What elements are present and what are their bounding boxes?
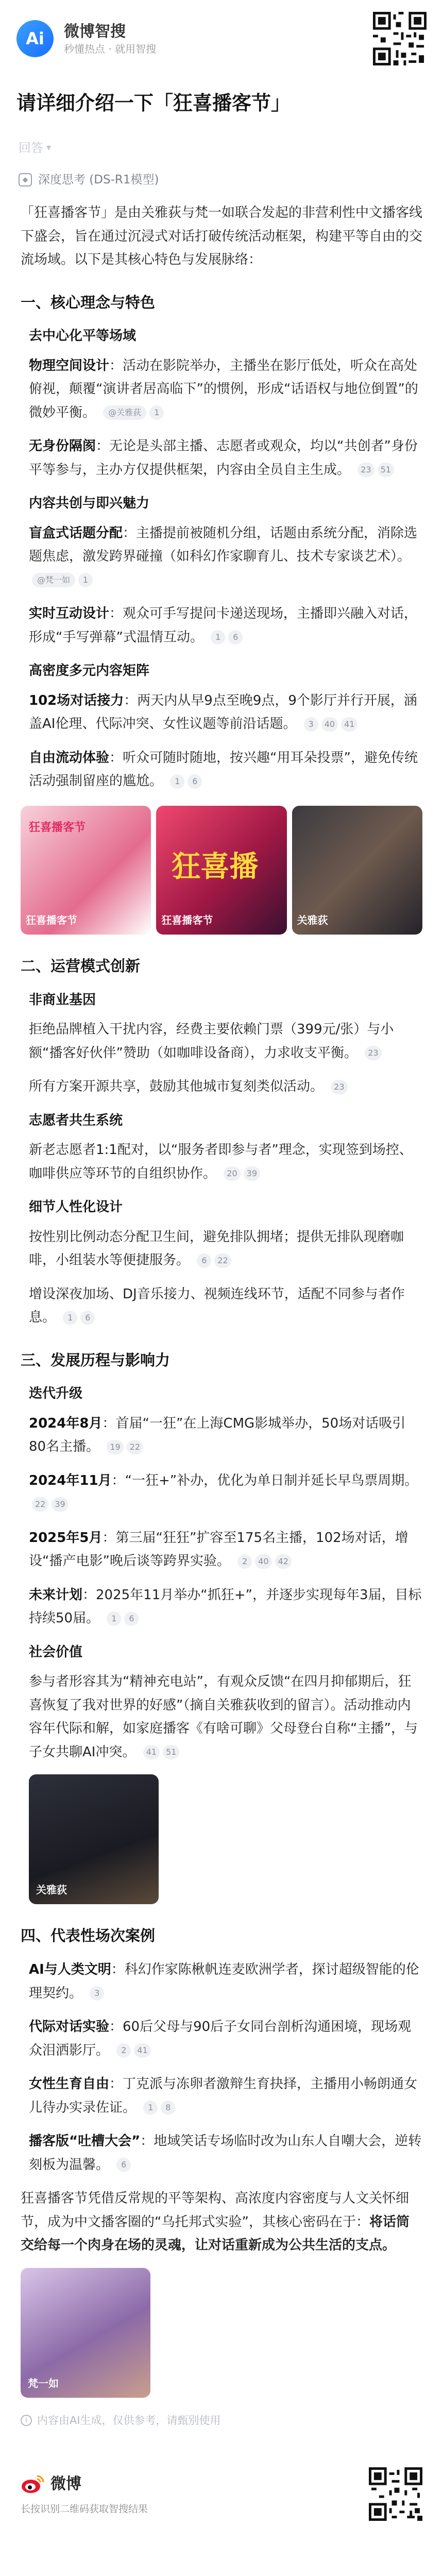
citation-chip[interactable]: 23: [365, 1046, 381, 1060]
citation-chip[interactable]: @关雅荻: [103, 405, 146, 420]
list-item: [21, 1584, 422, 1631]
app-name: 微博智搜: [64, 22, 126, 41]
list-item: [21, 522, 422, 592]
ai-disclaimer: [21, 2411, 422, 2430]
item-text: 新老志愿者1:1配对，以“服务者即参与者”理念，实现签到场控、咖啡供应等环节的自组织协作。: [29, 1142, 413, 1181]
answer-content: [0, 196, 443, 2430]
list-item: [21, 2130, 422, 2177]
citation-chip[interactable]: 2: [237, 1554, 252, 1569]
conclusion-paragraph: [21, 2187, 422, 2258]
item-lead: 无身份隔阂: [29, 438, 96, 454]
image-caption: 关雅荻: [297, 913, 328, 926]
item-text: 拒绝品牌植入干扰内容，经费主要依赖门票（399元/张）与小额“播客好伙伴”赞助（如咖啡设备商），力求收支平衡。: [29, 1022, 394, 1061]
list-item: [21, 1527, 422, 1573]
citation-chip[interactable]: 39: [52, 1497, 68, 1512]
subsection-heading: 志愿者共生系统: [29, 1112, 123, 1128]
citation-chip[interactable]: 6: [124, 1612, 139, 1626]
citation-chip[interactable]: 22: [32, 1497, 48, 1512]
item-lead: 盲盒式话题分配: [29, 525, 123, 541]
item-text: ：60后父母与90后子女同台剖析沟通困境，现场观众泪洒影厅。: [29, 2019, 412, 2058]
item-lead: 实时互动设计: [29, 606, 110, 622]
item-lead: 102场对话接力: [29, 692, 124, 708]
list-item: [21, 602, 422, 649]
image-caption: 狂喜播客节: [26, 913, 77, 926]
citation-chip[interactable]: 23: [331, 1080, 347, 1094]
citation-chip[interactable]: 22: [127, 1440, 143, 1454]
item-lead: 2025年5月: [29, 1530, 103, 1546]
item-text: ：无论是头部主播、志愿者或观众，均以“共创者”身份平等参与，主办方仅提供框架，内容由全员自主生成。: [29, 438, 418, 478]
gallery-image[interactable]: [21, 806, 151, 935]
footer-hint: 长按识别二维码获取智搜结果: [21, 2503, 148, 2515]
list-item: [21, 1139, 422, 1185]
footer: [0, 2461, 443, 2528]
section-heading: 四、代表性场次案例: [21, 1927, 156, 1945]
item-text: ：观众可手写提问卡递送现场，主播即兴融入对话，形成“手写弹幕”式温情互动。: [29, 606, 418, 645]
subsection-heading: 去中心化平等场域: [29, 328, 137, 344]
gallery-image[interactable]: [21, 2268, 150, 2398]
citation-chip[interactable]: 1: [143, 2100, 158, 2115]
list-item: [21, 354, 422, 425]
image-caption: 关雅荻: [36, 1884, 67, 1896]
item-lead: 2024年11月: [29, 1472, 112, 1488]
list-item: [21, 1283, 422, 1330]
item-lead: 代际对话实验: [29, 2019, 110, 2035]
item-text: ：第三届“狂狂”扩容至175名主播，102场对话，增设“播产电影”晚后谈等跨界实验。: [29, 1530, 408, 1569]
citation-chip[interactable]: 3: [90, 1986, 104, 2001]
citation-chip[interactable]: 51: [163, 1745, 179, 1759]
image-overlay-text: 狂喜播客节: [29, 821, 86, 834]
image-gallery: [21, 806, 422, 935]
chevron-down-icon: ▾: [46, 142, 52, 154]
list-item: [21, 2073, 422, 2120]
app-logo: Ai: [16, 20, 54, 57]
qr-code-icon[interactable]: [369, 2467, 422, 2521]
list-item: [21, 1412, 422, 1459]
item-text: 增设深夜加场、DJ音乐接力、视频连线环节，适配不同参与者作息。: [29, 1286, 405, 1326]
info-icon: i: [21, 2415, 32, 2426]
citation-chip[interactable]: 40: [321, 717, 338, 732]
deep-think-icon: ◆: [19, 173, 32, 187]
citation-chip[interactable]: 41: [143, 1745, 160, 1759]
citation-chip[interactable]: 1: [170, 774, 184, 789]
section-heading: 二、运营模式创新: [21, 957, 141, 975]
gallery-image[interactable]: [156, 806, 286, 935]
list-item: [21, 1670, 422, 1764]
gallery-image[interactable]: [292, 806, 422, 935]
citation-chip[interactable]: 1: [211, 630, 225, 645]
top-bar: [0, 0, 443, 77]
citation-chip[interactable]: 8: [161, 2100, 175, 2115]
list-item: [21, 1226, 422, 1273]
item-text: ：首届“一狂”在上海CMG影城举办，50场对话吸引80名主播。: [29, 1415, 406, 1455]
item-text: ：地域笑话专场临时改为山东人自嘲大会，逆转刻板为温馨。: [29, 2133, 422, 2173]
item-lead: 自由流动体验: [29, 750, 110, 766]
item-lead: 物理空间设计: [29, 358, 110, 374]
citation-chip[interactable]: @梵一如: [32, 573, 75, 587]
citation-chip[interactable]: 20: [224, 1166, 240, 1181]
subsection-heading: 细节人性化设计: [29, 1199, 123, 1215]
citation-chip[interactable]: 6: [116, 2158, 131, 2172]
list-item: [21, 2015, 422, 2062]
citation-chip[interactable]: 19: [107, 1440, 123, 1454]
list-item: [21, 1958, 422, 2005]
item-text: ：丁克派与冻卵者激辩生育抉择，主播用小畅朗通女儿待办实录佐证。: [29, 2076, 418, 2115]
item-lead: 未来计划: [29, 1587, 83, 1603]
item-text: 所有方案开源共享，鼓励其他城市复刻类似活动。: [29, 1079, 324, 1095]
citation-chip[interactable]: 41: [341, 717, 357, 732]
list-item: [21, 1469, 422, 1516]
section-heading: 一、核心理念与特色: [21, 293, 156, 311]
item-text: ：主播提前被随机分组，话题由系统分配，消除选题焦虑，激发跨界碰撞（如科幻作家聊育儿、技术专家谈艺术）。: [29, 525, 418, 565]
subsection-heading: 迭代升级: [29, 1386, 83, 1402]
item-text: 按性别比例动态分配卫生间，避免排队拥堵；提供无排队现磨咖啡，小组装水等便捷服务。: [29, 1229, 404, 1268]
conclusion-lead: 狂喜播客节凭借反常规的平等架构、高浓度内容密度与人文关怀细节，成为中文播客圈的“乌托邦式实验”，其核心密码在于：: [21, 2191, 410, 2230]
model-label: 深度思考 (DS-R1模型): [38, 173, 159, 187]
image-caption: 狂喜播客节: [161, 913, 213, 926]
list-item: [21, 1018, 422, 1065]
citation-chip[interactable]: 2: [116, 2043, 131, 2058]
citation-chip[interactable]: 1: [149, 405, 164, 420]
subsection-heading: 非商业基因: [29, 992, 96, 1008]
citation-chip[interactable]: 22: [214, 1253, 231, 1268]
citation-chip[interactable]: 1: [78, 573, 93, 587]
citation-chip[interactable]: 51: [378, 463, 394, 477]
list-item: [21, 747, 422, 793]
list-item: [21, 689, 422, 736]
answer-toggle-label: 回答: [19, 141, 43, 156]
item-text: ：2025年11月举办“抓狂+”，并逐步实现每年3届，目标持续50届。: [29, 1587, 422, 1626]
citation-chip[interactable]: 6: [80, 1311, 95, 1325]
app-slogan: 秒懂热点 · 就用智搜: [64, 42, 157, 55]
weibo-eye-icon: [21, 2474, 45, 2495]
item-text: ：两天内从早9点至晚9点，9个影厅并行开展，涵盖AI伦理、代际冲突、女性议题等前沿话题。: [29, 692, 417, 732]
subsection-heading: 社会价值: [29, 1644, 83, 1660]
citation-chip[interactable]: 40: [255, 1554, 271, 1569]
citation-chip[interactable]: 6: [228, 630, 243, 645]
conclusion-emphasis: 将话筒交给每一个肉身在场的灵魂，让对话重新成为公共生活的支点。: [21, 2214, 410, 2253]
brand-block: [64, 22, 373, 56]
list-item: [21, 1075, 422, 1099]
item-text: ：听众可随时随地，按兴趣“用耳朵投票”，避免传统活动强制留座的尴尬。: [29, 750, 418, 789]
citation-chip[interactable]: 1: [63, 1311, 77, 1325]
item-lead: 女性生育自由: [29, 2076, 110, 2092]
citation-chip[interactable]: 1: [107, 1612, 121, 1626]
item-text: ：科幻作家陈楸帆连麦欧洲学者，探讨超级智能的伦理契约。: [29, 1962, 419, 2001]
gallery-image[interactable]: [29, 1774, 159, 1904]
citation-chip[interactable]: 39: [244, 1166, 260, 1181]
section-heading: 三、发展历程与影响力: [21, 1351, 171, 1369]
item-lead: 2024年8月: [29, 1415, 103, 1431]
item-text: 参与者形容其为“精神充电站”，有观众反馈“在四月抑郁期后，狂喜恢复了我对世界的好感”（摘自关雅荻收到的留言）。活动推动内容年代际和解，如家庭播客《有啥可聊》父母登台自称“主播”，与子女共聊AI冲突。: [29, 1674, 418, 1760]
subsection-heading: 高密度多元内容矩阵: [29, 663, 150, 679]
list-item: [21, 435, 422, 482]
model-indicator: [0, 163, 443, 196]
weibo-brand-text: 微博: [50, 2475, 81, 2493]
item-text: ：“一狂+”补办，优化为单日制并延长早鸟票周期。: [111, 1472, 418, 1488]
weibo-logo: [21, 2471, 369, 2498]
item-lead: AI与人类文明: [29, 1962, 111, 1978]
disclaimer-text: 内容由AI生成，仅供参考，请甄别使用: [37, 2414, 221, 2427]
citation-chip[interactable]: 6: [197, 1253, 211, 1268]
subsection-heading: 内容共创与即兴魅力: [29, 496, 150, 512]
answer-toggle[interactable]: [0, 132, 443, 163]
qr-code-icon[interactable]: [373, 12, 427, 65]
citation-chip[interactable]: 41: [134, 2043, 150, 2058]
item-text: ：活动在影院举办，主播坐在影厅低处，听众在高处俯视，颠覆“演讲者居高临下”的惯例，形成“话语权与地位倒置”的微妙平衡。: [29, 358, 418, 420]
intro-paragraph: 「狂喜播客节」是由关雅荻与梵一如联合发起的非营利性中文播客线下盛会，旨在通过沉浸式对话打破传统活动框架，构建平等自由的交流场域。以下是其核心特色与发展脉络：: [21, 205, 423, 268]
image-caption: 梵一如: [28, 2377, 59, 2389]
citation-chip[interactable]: 42: [275, 1554, 292, 1569]
citation-chip[interactable]: 6: [188, 774, 202, 789]
footer-brand-block: [21, 2471, 369, 2518]
question-title: 请详细介绍一下「狂喜播客节」: [16, 92, 291, 114]
image-overlay-text: 狂喜播: [172, 850, 259, 884]
item-lead: 播客版“吐槽大会”: [29, 2133, 141, 2149]
citation-chip[interactable]: 3: [304, 717, 318, 732]
citation-chip[interactable]: 23: [357, 463, 374, 477]
